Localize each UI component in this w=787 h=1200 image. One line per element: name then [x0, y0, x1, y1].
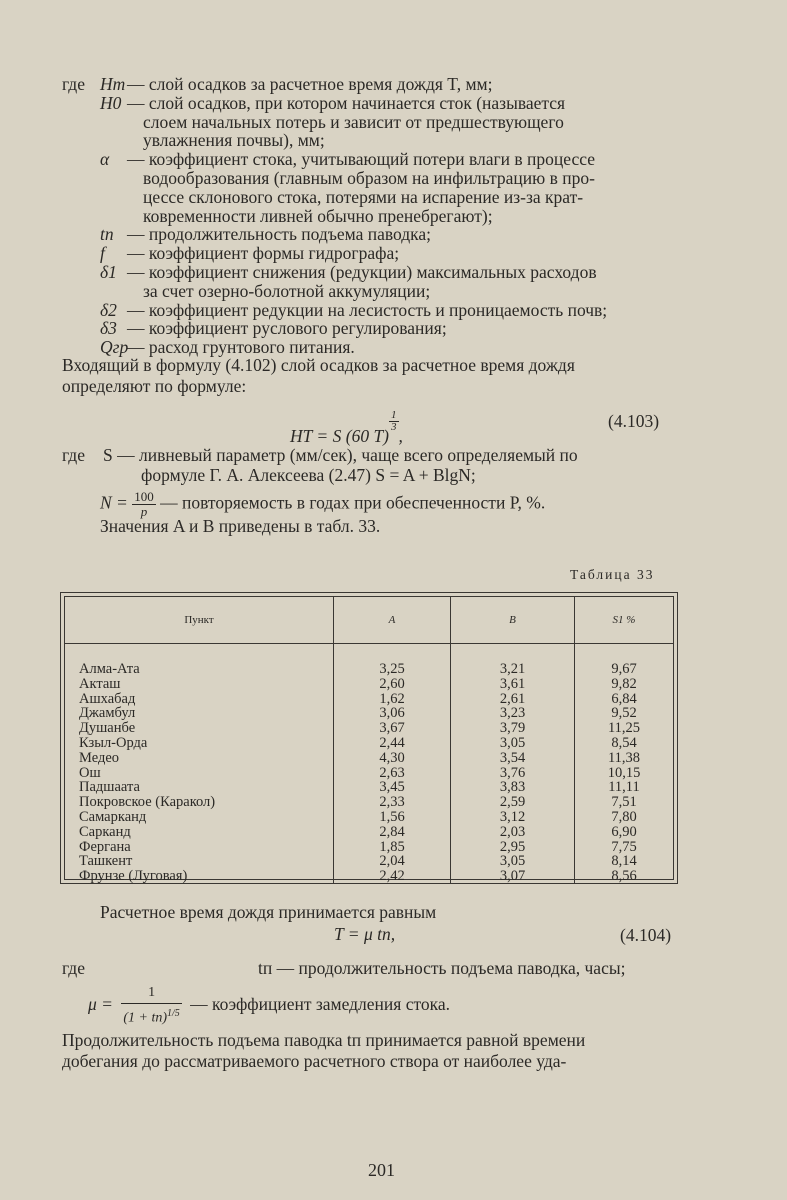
table-cell-value: 3,06 — [379, 705, 405, 722]
exponent-numerator: 1 — [391, 409, 397, 421]
table-cell-value: 3,21 — [499, 661, 526, 677]
table-cell-punkt: Медео — [79, 749, 120, 766]
definition-symbol: δ2 — [100, 299, 117, 320]
table-cell-punkt: Падшаата — [79, 779, 140, 796]
mu-exp: 1/5 — [167, 1008, 180, 1019]
definition-text: — слой осадков за расчетное время дождя T, мм; — [127, 74, 493, 94]
definition-symbol: Hт — [100, 74, 126, 94]
equation-4-104: T = μ tп, — [334, 924, 396, 944]
table-cell-punkt: Фергана — [79, 838, 131, 855]
table-cell-value: 3,61 — [499, 675, 526, 692]
table-cell-value: 3,23 — [499, 705, 526, 722]
table-cell-punkt: Кзыл-Орда — [79, 734, 148, 751]
column-B — [451, 644, 575, 884]
header-punkt: Пункт — [65, 597, 334, 644]
definition-S-line2: формуле Г. А. Алексеева (2.47) S = A + BlgN; — [141, 465, 476, 485]
definition-symbol: H0 — [100, 92, 122, 113]
table-cell-value: 7,80 — [611, 808, 637, 825]
table-cell-punkt: Покровское (Каракол) — [79, 794, 216, 811]
definition-text: — коэффициент руслового регулирования; — [127, 318, 447, 339]
definition-text: — слой осадков, при котором начинается сток (называется — [127, 92, 566, 113]
table-cell-punkt: Ашхабад — [79, 690, 136, 707]
fraction-100-p — [132, 490, 156, 519]
header-A: A — [334, 597, 451, 644]
mu-lhs: μ = — [88, 993, 113, 1014]
table-cell-value: 3,05 — [499, 734, 526, 751]
table-cell-punkt: Джамбул — [79, 705, 136, 722]
table-cell-value: 1,62 — [379, 690, 405, 707]
table-cell-value: 3,05 — [499, 853, 526, 870]
table-cell-value: 11,11 — [608, 779, 640, 796]
column-S1 — [575, 644, 674, 884]
table-cell-value: 8,54 — [611, 734, 637, 751]
table-cell-punkt: Сарканд — [79, 823, 131, 840]
definition-text: за счет озерно-болотной аккумуляции; — [143, 280, 431, 301]
table-cell-value: 1,56 — [379, 808, 405, 825]
table-cell-value: 7,51 — [611, 794, 637, 811]
table-cell-value: 3,54 — [499, 749, 526, 766]
table-caption: Таблица 33 — [570, 567, 655, 582]
equation-number: (4.103) — [608, 411, 660, 431]
equation-lhs: HT = S (60 T) — [290, 426, 390, 446]
definition-symbol: f — [100, 243, 105, 264]
definition-mu — [88, 983, 450, 1029]
table-cell-value: 2,03 — [499, 823, 526, 840]
definition-symbol: Qгр — [100, 337, 129, 358]
table-cell-punkt: Душанбе — [79, 720, 136, 737]
table-cell-value: 10,15 — [607, 764, 641, 781]
definition-text: слоем начальных потерь и зависит от предшествующего — [143, 111, 564, 132]
table-cell-value: 9,67 — [611, 661, 637, 677]
definition-N — [100, 490, 545, 519]
table-cell-value: 2,61 — [499, 690, 526, 707]
table-cell-value: 3,25 — [379, 661, 405, 677]
mu-den-wrap — [121, 1004, 181, 1029]
definition-text: — коэффициент формы гидрографа; — [127, 243, 400, 264]
equation-4-103 — [290, 410, 403, 446]
definition-symbol: α — [100, 149, 110, 170]
table-cell-value: 9,82 — [611, 675, 637, 692]
table-cell-value: 3,83 — [499, 779, 526, 796]
table-cell-value: 8,56 — [611, 868, 637, 885]
table-cell-punkt: Акташ — [79, 675, 121, 692]
definition-text: цессе склонового стока, потерями на испарение из-за крат- — [143, 186, 584, 207]
table-cell-value: 2,44 — [379, 734, 405, 751]
definition-text: ковременности ливней обычно пренебрегают); — [143, 205, 493, 226]
table-cell-value: 8,14 — [611, 853, 637, 870]
table-33 — [60, 592, 678, 884]
table-cell-value: 7,75 — [611, 838, 637, 855]
N-lhs: N = — [100, 492, 128, 513]
table-cell-value: 2,42 — [379, 868, 405, 885]
table-cell-punkt: Алма-Ата — [79, 661, 140, 677]
table-body — [65, 644, 673, 884]
exponent-denominator: 3 — [391, 421, 397, 433]
table-cell-value: 2,60 — [379, 675, 405, 692]
table-cell-punkt: Фрунзе (Луговая) — [79, 868, 188, 885]
table-header-row — [65, 597, 673, 644]
definition-symbol: δ1 — [100, 262, 117, 282]
definition-text: — продолжительность подъема паводка; — [127, 224, 432, 245]
paragraph-values-AB: Значения A и B приведены в табл. 33. — [100, 516, 381, 536]
table-cell-value: 11,38 — [607, 749, 641, 766]
header-B: B — [451, 597, 575, 644]
equation-tail: , — [398, 426, 403, 446]
definition-tn: tп — продолжительность подъема паводка, часы; — [258, 958, 626, 978]
table-cell-punkt: Ташкент — [79, 853, 133, 870]
table-cell-value: 3,76 — [499, 764, 526, 781]
table-cell-value: 6,90 — [611, 823, 637, 840]
table-cell-punkt: Самарканд — [79, 808, 147, 825]
paragraph-T: Расчетное время дождя принимается равным — [100, 902, 437, 922]
mu-text: — коэффициент замедления стока. — [190, 993, 451, 1014]
definition-text: — коэффициент снижения (редукции) максимальных расходов — [127, 262, 597, 282]
fraction-num: 100 — [134, 489, 154, 504]
table-cell-value: 4,30 — [379, 749, 405, 766]
definition-symbol: δ3 — [100, 318, 117, 339]
where-label-3: где — [62, 958, 85, 978]
table-cell-value: 2,59 — [499, 794, 526, 811]
fraction-den: p — [140, 504, 148, 519]
table-cell-value: 9,52 — [611, 705, 637, 722]
paragraph-line: определяют по формуле: — [62, 376, 247, 396]
table-cell-value: 3,79 — [499, 720, 526, 737]
definition-text: — коэффициент редукции на лесистость и проницаемость почв; — [127, 299, 608, 320]
table-cell-value: 3,67 — [379, 720, 405, 737]
definition-text: — расход грунтового питания. — [127, 337, 355, 358]
column-punkt — [65, 644, 334, 884]
N-text: — повторяемость в годах при обеспеченности P, %. — [160, 492, 546, 513]
paragraph-last-line2: добегания до рассматриваемого расчетного створа от наиболее уда- — [62, 1051, 567, 1071]
table-cell-value: 2,84 — [379, 823, 405, 840]
where-label-2: где — [62, 445, 85, 465]
header-S1: S1 % — [575, 597, 674, 644]
table-cell-value: 2,04 — [379, 853, 405, 870]
table-cell-value: 2,63 — [379, 764, 405, 781]
table-cell-punkt: Ош — [79, 764, 101, 781]
page-number: 201 — [368, 1160, 395, 1180]
table-cell-value: 3,12 — [499, 808, 526, 825]
definition-text: водообразования (главным образом на инфильтрацию в про- — [143, 168, 595, 188]
mu-den: (1 + tп) — [123, 1010, 168, 1026]
equation-number-104: (4.104) — [620, 925, 672, 945]
table-cell-value: 3,07 — [499, 868, 526, 885]
table-cell-value: 6,84 — [611, 690, 637, 707]
paragraph-line: Входящий в формулу (4.102) слой осадков за расчетное время дождя — [62, 355, 575, 375]
mu-num: 1 — [121, 983, 181, 1004]
definition-text: — коэффициент стока, учитывающий потери влаги в процессе — [127, 149, 595, 170]
paragraph-last-line1: Продолжительность подъема паводка tп принимается равной времени — [62, 1030, 586, 1050]
definition-text: увлажнения почвы), мм; — [143, 130, 325, 151]
table-cell-value: 2,95 — [499, 838, 526, 855]
column-A — [334, 644, 451, 884]
table-cell-value: 3,45 — [379, 779, 405, 796]
table-cell-value: 11,25 — [607, 720, 641, 737]
fraction-mu — [121, 983, 181, 1029]
definition-symbol: tп — [100, 224, 114, 245]
table-cell-value: 1,85 — [379, 838, 405, 855]
where-label-1: где — [62, 74, 85, 94]
table-cell-value: 2,33 — [379, 794, 405, 811]
definition-S-line1: S — ливневый параметр (мм/сек), чаще всего определяемый по — [103, 445, 578, 465]
